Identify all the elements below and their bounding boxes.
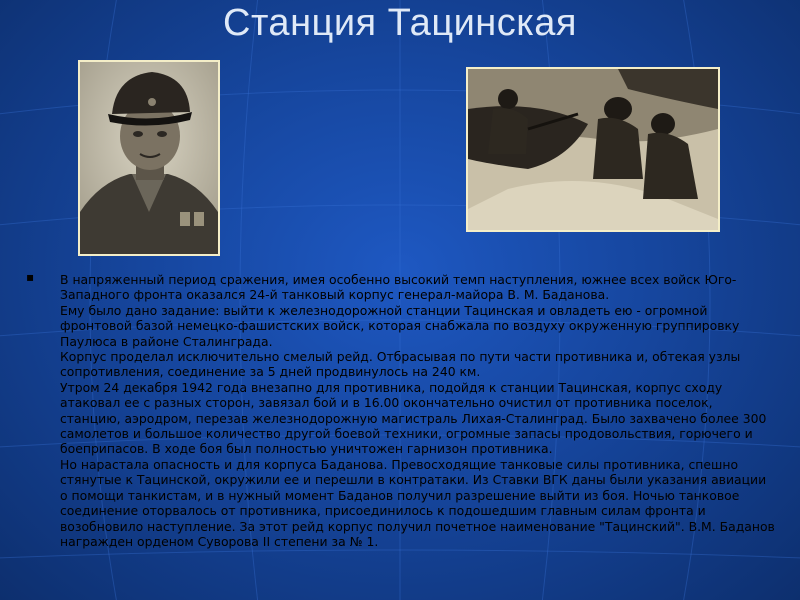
slide-title: Станция Тацинская — [223, 2, 577, 44]
paragraph-2: Ему было дано задание: выйти к железнодорожной станции Тацинская и овладеть ею - огромной фронтовой базой немецко-фашистских войск, которая снабжала по воздуху окруженную группировку Паулюса в районе Сталинграда. — [60, 302, 740, 349]
bullet-marker: ▪ — [26, 270, 35, 284]
slide-body — [26, 270, 776, 549]
paragraph-4: Утром 24 декабря 1942 года внезапно для противника, подойдя к станции Тацинская, корпус сходу атаковал ее с разных сторон, завязал бой и в 16.00 окончательно очистил от противника поселок, станцию, аэродром, перезав железнодорожную магистраль Лихая-Сталинград. Было захвачено более 300 самолетов и большое количество другой боевой техники, огромные запасы продовольствия, горючего и боеприпасов. В ходе боя был полностью уничтожен гарнизон противника. — [60, 379, 767, 457]
portrait-photo — [78, 60, 220, 256]
paragraph-3: Корпус проделал исключительно смелый рейд. Отбрасывая по пути части противника и, обтекая узлы сопротивления, соединение за 5 дней продвинулось на 240 км. — [60, 349, 741, 380]
battle-photo — [466, 67, 720, 232]
paragraph-1: В напряженный период сражения, имея особенно высокий темп наступления, южнее всех войск Юго-Западного фронта оказался 24-й танковый корпус генерал-майора В. М. Баданова. — [60, 272, 737, 303]
paragraph-5: Но нарастала опасность и для корпуса Баданова. Превосходящие танковые силы противника, спешно стянутые к Тацинской, окружили ее и перешли в контратаки. Из Ставки ВГК даны были указания авиации о помощи танкистам, и в нужный момент Баданов получил разрешение выйти из боя. Ночью танковое соединение оторвалось от противника, присоединилось к подошедшим главным силам фронта и возобновило наступление. За этот рейд корпус получил почетное наименование "Тацинский". В.М. Баданов награжден орденом Суворова II степени за № 1. — [60, 456, 775, 549]
